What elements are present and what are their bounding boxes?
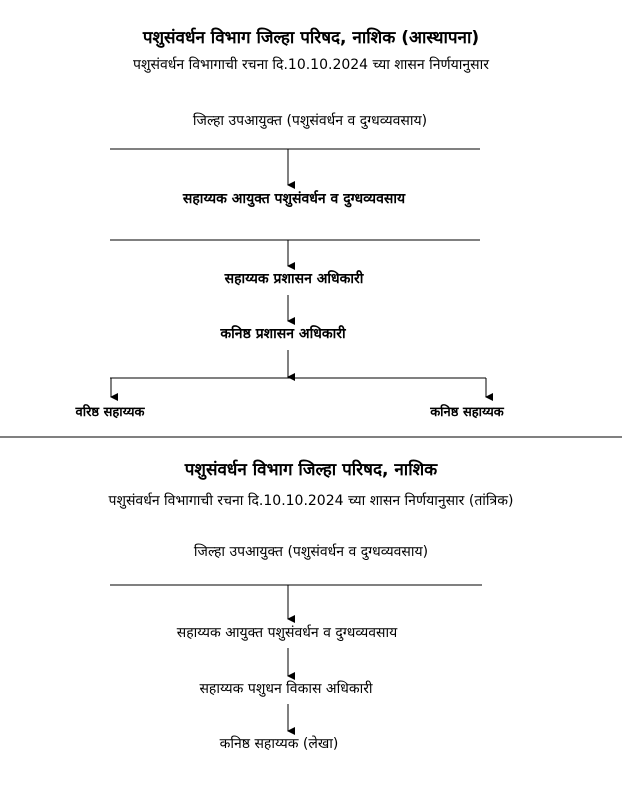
- section2-title: पशुसंवर्धन विभाग जिल्हा परिषद, नाशिक: [184, 460, 438, 480]
- section2-subtitle: पशुसंवर्धन विभागाची रचना दि.10.10.2024 च्या शासन निर्णयानुसार (तांत्रिक): [108, 493, 514, 509]
- s2-node-district-deputy-commissioner: जिल्हा उपआयुक्त (पशुसंवर्धन व दुग्धव्यवसाय): [193, 544, 429, 560]
- s1-node-junior-admin-officer: कनिष्ठ प्रशासन अधिकारी: [220, 326, 346, 342]
- s1-node-assistant-commissioner: सहाय्यक आयुक्त पशुसंवर्धन व दुग्धव्यवसाय: [182, 191, 406, 207]
- s1-leaf-junior-assistant: कनिष्ठ सहाय्यक: [430, 405, 504, 420]
- s1-node-assistant-admin-officer: सहाय्यक प्रशासन अधिकारी: [224, 271, 364, 287]
- s1-leaf-senior-assistant: वरिष्ठ सहाय्यक: [75, 405, 145, 420]
- s2-node-junior-assistant-accounts: कनिष्ठ सहाय्यक (लेखा): [219, 736, 339, 752]
- section1-title: पशुसंवर्धन विभाग जिल्हा परिषद, नाशिक (आस्थापना): [142, 28, 480, 48]
- s1-node-district-deputy-commissioner: जिल्हा उपआयुक्त (पशुसंवर्धन व दुग्धव्यवसाय): [192, 113, 428, 129]
- section1-subtitle: पशुसंवर्धन विभागाची रचना दि.10.10.2024 च्या शासन निर्णयानुसार: [133, 57, 489, 73]
- s2-node-assistant-livestock-officer: सहाय्यक पशुधन विकास अधिकारी: [199, 681, 373, 697]
- s2-node-assistant-commissioner: सहाय्यक आयुक्त पशुसंवर्धन व दुग्धव्यवसाय: [176, 625, 398, 641]
